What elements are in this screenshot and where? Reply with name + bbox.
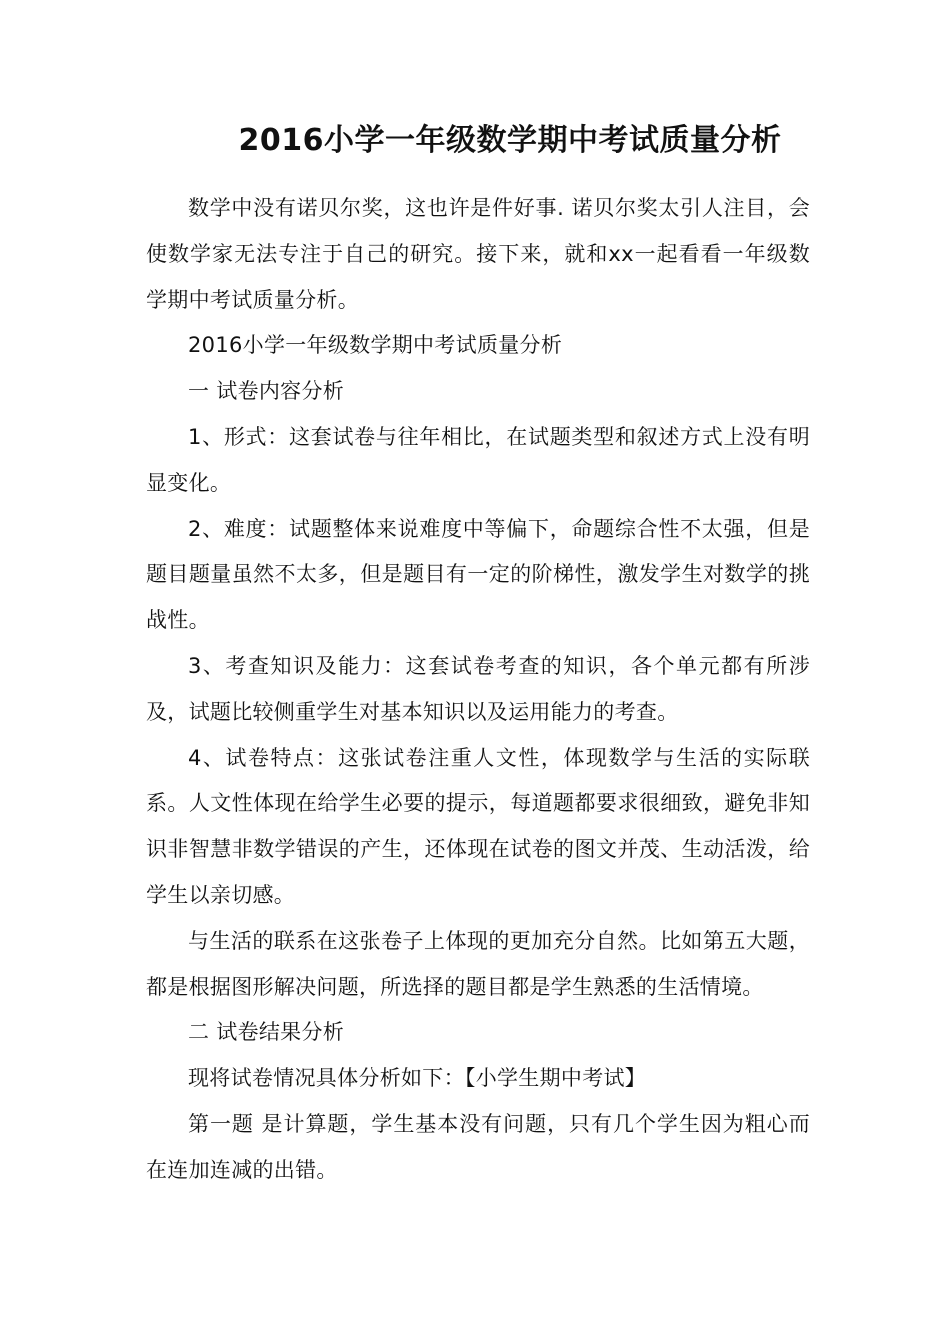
paragraph-question-one: 第一题 是计算题，学生基本没有问题，只有几个学生因为粗心而在连加连减的出错。	[146, 1111, 810, 1182]
section-heading-result-analysis: 二 试卷结果分析	[188, 1020, 345, 1045]
paragraph-intro: 数学中没有诺贝尔奖，这也许是件好事. 诺贝尔奖太引人注目，会使数学家无法专注于自己的研究。接下来，就和xx一起看看一年级数学期中考试质量分析。	[146, 196, 810, 312]
paragraph-subtitle: 2016小学一年级数学期中考试质量分析	[188, 333, 563, 358]
paragraph-life-connection: 与生活的联系在这张卷子上体现的更加充分自然。比如第五大题，都是根据图形解决问题，所选择的题目都是学生熟悉的生活情境。	[146, 928, 810, 999]
paragraph-features: 4、试卷特点：这张试卷注重人文性，体现数学与生活的实际联系。人文性体现在给学生必要的提示，每道题都要求很细致，避免非知识非智慧非数学错误的产生，还体现在试卷的图文并茂、生动活泼，给学生以亲切感。	[146, 745, 810, 907]
document-body	[146, 186, 810, 1194]
paragraph-form: 1、形式：这套试卷与往年相比，在试题类型和叙述方式上没有明显变化。	[146, 424, 810, 495]
paragraph-difficulty: 2、难度：试题整体来说难度中等偏下，命题综合性不太强，但是题目题量虽然不太多，但是题目有一定的阶梯性，激发学生对数学的挑战性。	[146, 516, 810, 633]
paragraph-knowledge-ability: 3、考查知识及能力：这套试卷考查的知识，各个单元都有所涉及，试题比较侧重学生对基本知识以及运用能力的考查。	[146, 653, 810, 724]
paragraph-detail-intro: 现将试卷情况具体分析如下：【小学生期中考试】	[188, 1066, 647, 1091]
document-title: 2016小学一年级数学期中考试质量分析	[238, 123, 782, 158]
section-heading-content-analysis: 一 试卷内容分析	[188, 379, 345, 404]
